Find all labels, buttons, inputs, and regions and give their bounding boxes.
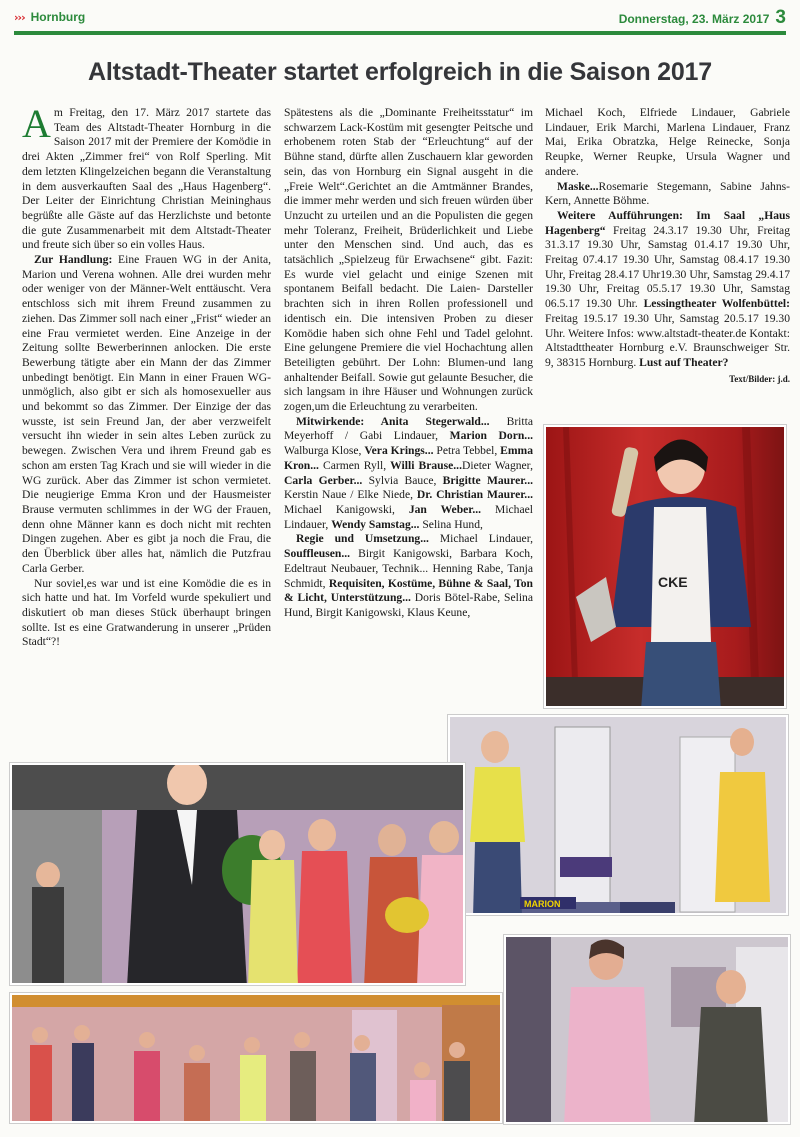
issue-date: Donnerstag, 23. März 2017 bbox=[618, 12, 770, 26]
page-header bbox=[14, 6, 786, 32]
cast-paragraph: Mitwirkende: Anita Stegerwald... Britta Meyerhoff / Gabi Lindauer, Marion Dorn... Walburga Klose, Vera Krings... Petra Tebbel, Emma Kron... Carmen Ryll, Willi Brause...Dieter Wagner, Carla Gerber... Sylvia Bauce, Brigitte Maurer... Kerstin Naue / Elke Niede, Dr. Christian Maurer... Michael Kanigowski, Jan Weber... Michael Lindauer, Wendy Samstag... Selina Hund, bbox=[284, 414, 533, 531]
plot-paragraph: Zur Handlung: Eine Frauen WG in der Anita, Marion und Verena wohnen. Alle drei wurden mehr oder weniger von der Männer-Welt enttäuscht. Vera entschloss sich mit ihrem Freund zusammen zu ziehen. Das Zimmer soll nach einer „Frist“ wieder an eine Frau vermietet werden. Eine Anzeige in der Zeitung sollte Bewerberinnen anlocken. Die erste Bewerbung tätigte aber ein Mann der das Zimmer unbedingt benötigt. Ein Mann in einer Frauen WG- unmöglich, also gibt er sich als homosexueller aus und bekommt so das Zimmer. Der Einzige der das wusste, ist sein Freund Jan, der aber verzweifelt versucht ihn wieder in sein altes Leben zurück zu bewegen. Zwischen Vera und ihrem Freund gab es schon am ersten Tag Krach und sie will wieder in die WG zurück. Aber das Zimmer ist schon vermietet. Die neugierige Emma Kron und der Hausmeister Brause vermuten schlimmes in der WG der Frauen, denn ohne Männer kann es doch nicht mit rechten Dingen zugehen. Aber es gibt ja noch die Frau, die den Überblick über alles hat, nämlich die Putzfrau Carla Gerber. bbox=[22, 253, 271, 575]
drop-cap: A bbox=[22, 101, 51, 146]
photo-curtain-call-illustration bbox=[12, 995, 502, 1123]
section-name: Hornburg bbox=[30, 10, 86, 24]
photo-flowers-presentation bbox=[10, 763, 465, 985]
performances-paragraph: Weitere Aufführungen: Im Saal „Haus Hagenberg“ Freitag 24.3.17 19.30 Uhr, Freitag 31.3.17 19.30 Uhr, Samstag 01.4.17 19.30 Uhr, Freitag 07.4.17 19.30 Uhr, Samstag 08.4.17 19.30 Uhr, Freitag 28.4.17 Uhr19.30 Uhr, Samstag 29.4.17 19.30 Uhr, Freitag 05.5.17 19.30 Uhr, Samstag 06.5.17 19.30 Uhr. Lessingtheater Wolfenbüttel: Freitag 19.5.17 19.30 Uhr, Samstag 20.5.17 19.30 Uhr. Weitere Infos: www.altstadt-theater.de Kontakt: Altstadttheater Hornburg e.V. Braunschweiger Str. 9, 38315 Hornburg. Lust auf Theater? bbox=[545, 208, 790, 369]
crew-paragraph: Regie und Umsetzung... Michael Lindauer, Souffleusen... Birgit Kanigowski, Barbara Koch, Edeltraut Neubauer, Technik... Henning Rabe, Tanja Schmidt, Requisiten, Kostüme, Bühne & Saal, Ton & Licht, Unterstützung... Doris Bötel-Rabe, Selina Hund, Birgit Kanigowski, Klaus Keune, bbox=[284, 532, 534, 619]
article-title: Altstadt-Theater startet erfolgreich in die Saison 2017 bbox=[88, 58, 712, 86]
photo-cleaning-lady-scene bbox=[504, 935, 790, 1124]
photo-flowers-illustration bbox=[12, 765, 465, 985]
stage-sign-marion: MARION bbox=[524, 899, 561, 909]
intro-paragraph: Am Freitag, den 17. März 2017 startete das Team des Altstadt-Theater Hornburg in die Saison 2017 mit der Premiere der Komödie in drei Akten „Zimmer frei“ von Rolf Sperling. Mit dem letzten Klingelzeichen begann die Veranstaltung in dem ausverkauften Saal des „Haus Hagenberg“. Der Leiter der Einrichtung Christian Meininghaus begrüßte alle Gäste auf das Herzlichste und betonte die gute Zusammenarbeit mit dem Altstadt-Theater und freute sich über so ein volles Haus. bbox=[22, 101, 271, 252]
makeup-paragraph: Maske...Rosemarie Stegemann, Sabine Jahns-Kern, Annette Böhme. bbox=[545, 179, 790, 208]
photo-curtain-call bbox=[10, 993, 502, 1123]
article-column-2 bbox=[284, 106, 533, 621]
photo-actress-illustration bbox=[546, 427, 786, 708]
photo-actress-red-curtain bbox=[544, 425, 786, 708]
article-column-3 bbox=[545, 106, 790, 386]
review-paragraph: Spätestens als die „Dominante Freiheitsstatur“ im schwarzem Lack-Kostüm mit gesengter Peitsche und erhobenem roten Stab der “Erleuchtung“ auf der Bühne stand, dürfte allen Zuschauern klar geworden sein, das von Hornburg ein Signal ausgeht in die „Freie Welt“.Gerichtet an die Amtmänner Brandes, die immer mehr werden und sich freuen würden über Unzucht zu urteilen und an die Populisten die gegen mehr Toleranz, Freiheit, Brüderlichkeit und Liebe unter den Menschen sind. Und auch, das es tatsächlich „Spielzeug für Erwachsene“ gibt. Fazit: Es wurde viel gelacht und einige Szenen mit spontanem Beifall bedacht. Die Laien- Darsteller brachten sich in ihren Rollen professionell und identisch ein. Die intensiven Proben zu dieser Komödie haben sich ohne Fehl und Tadel gelohnt. Eine gelungene Premiere die viel Hochachtung allen Beteiligten gebührt. Der Lohn: Blumen-und lang anhaltender Beifall. Sowie gut gelaunte Besucher, die sich langsam in ihre Häuser und Wohnungen zurück zogen,um die Erleuchtung zu verarbeiten. bbox=[284, 106, 533, 414]
photo-credit: Text/Bilder: j.d. bbox=[729, 373, 790, 384]
crew-continued: Michael Koch, Elfriede Lindauer, Gabriele Lindauer, Erik Marchi, Marlena Lindauer, Franz Mai, Erika Obratzka, Helge Reinecke, Sonja Reupke, Werner Reupke, Ursula Wagner und andere. bbox=[545, 106, 790, 178]
header-rule bbox=[14, 31, 786, 35]
photo-stage-illustration bbox=[450, 717, 788, 915]
photo-stage-scene-towel bbox=[448, 715, 788, 915]
shirt-lettering: CKE bbox=[658, 574, 688, 590]
article-column-1 bbox=[22, 101, 271, 650]
conclusion-paragraph: Nur soviel,es war und ist eine Komödie die es in sich hatte und hat. Im Vorfeld wurde spekuliert und diskutiert ob man dieses Stück überhaupt bringen sollte. Ist es eine Gratwanderung in unserer „Prüden Stadt“?! bbox=[22, 576, 271, 649]
chevron-arrows-icon: ››› bbox=[14, 10, 25, 24]
photo-cleaning-illustration bbox=[506, 937, 790, 1124]
page-number: 3 bbox=[775, 7, 786, 28]
